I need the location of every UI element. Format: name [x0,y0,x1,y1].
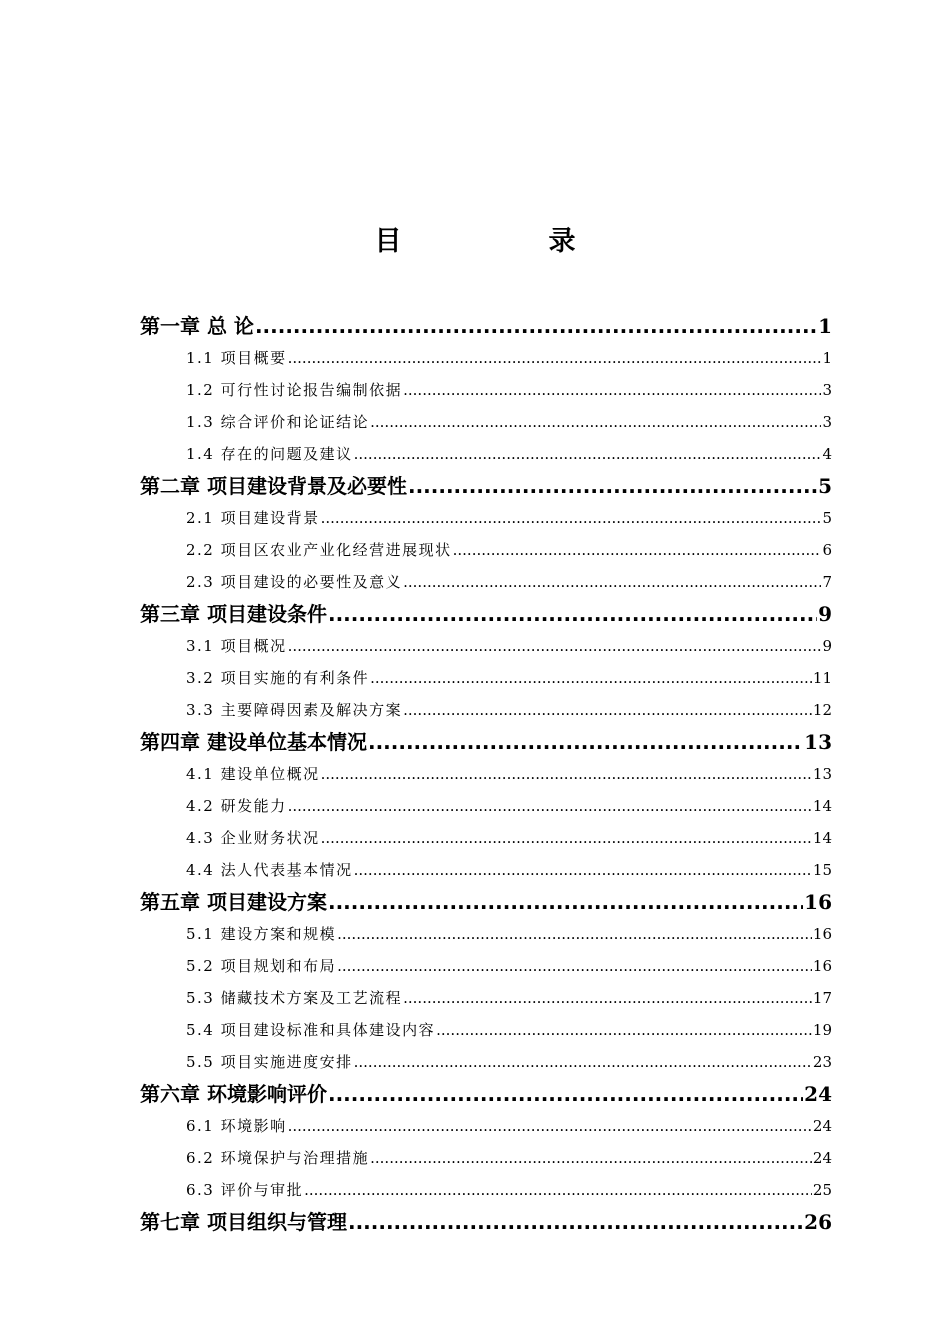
toc-page-number: 24 [804,1082,832,1106]
toc-page-number: 1 [822,349,832,367]
toc-chapter-entry[interactable] [140,882,832,914]
toc-page-number: 9 [822,637,832,655]
toc-entry-label: 1.3 综合评价和论证结论 [186,413,370,431]
toc-entry-label: 2.3 项目建设的必要性及意义 [186,573,403,591]
toc-page-number: 13 [812,765,832,783]
toc-section-entry[interactable] [140,1106,832,1138]
toc-section-entry[interactable] [140,946,832,978]
toc-section-entry[interactable] [140,786,832,818]
toc-entry-label: 4.2 研发能力 [186,797,287,815]
toc-section-entry[interactable] [140,530,832,562]
toc-entry-label: 第六章 环境影响评价 [140,1082,327,1106]
toc-section-entry[interactable] [140,1170,832,1202]
toc-entry-label: 2.1 项目建设背景 [186,509,320,527]
toc-page-number: 4 [822,445,832,463]
toc-entry-label: 5.1 建设方案和规模 [186,925,337,943]
toc-dot-leader [328,890,803,914]
toc-section-entry[interactable] [140,690,832,722]
toc-dot-leader [403,378,821,402]
toc-chapter-entry[interactable] [140,1074,832,1106]
toc-dot-leader [370,666,812,690]
toc-section-entry[interactable] [140,754,832,786]
toc-dot-leader [348,1210,803,1234]
toc-chapter-entry[interactable] [140,466,832,498]
toc-dot-leader [403,698,812,722]
toc-page-number: 25 [812,1181,832,1199]
toc-dot-leader [436,1018,812,1042]
toc-page-number: 24 [812,1149,832,1167]
toc-section-entry[interactable] [140,1010,832,1042]
toc-section-entry[interactable] [140,914,832,946]
toc-section-entry[interactable] [140,1042,832,1074]
toc-entry-label: 5.5 项目实施进度安排 [186,1053,353,1071]
toc-section-entry[interactable] [140,818,832,850]
toc-dot-leader [321,762,812,786]
toc-page-number: 1 [818,314,832,338]
toc-page-number: 7 [822,573,832,591]
toc-page-number: 16 [812,925,832,943]
toc-dot-leader [304,1178,812,1202]
toc-dot-leader [288,346,822,370]
toc-section-entry[interactable] [140,1138,832,1170]
toc-page-number: 24 [812,1117,832,1135]
toc-dot-leader [321,506,822,530]
toc-entry-label: 3.1 项目概况 [186,637,287,655]
toc-page-number: 16 [804,890,832,914]
toc-dot-leader [337,922,812,946]
toc-dot-leader [288,1114,812,1138]
toc-dot-leader [354,442,822,466]
toc-dot-leader [328,1082,803,1106]
toc-entry-label: 第七章 项目组织与管理 [140,1210,347,1234]
toc-entry-label: 6.3 评价与审批 [186,1181,304,1199]
toc-section-entry[interactable] [140,658,832,690]
toc-entry-label: 第四章 建设单位基本情况 [140,730,367,754]
table-of-contents [140,302,832,1234]
toc-page-number: 13 [804,730,832,754]
toc-dot-leader [328,602,817,626]
toc-page-number: 14 [812,797,832,815]
toc-dot-leader [368,730,803,754]
toc-page-number: 15 [812,861,832,879]
toc-dot-leader [403,570,821,594]
toc-entry-label: 5.2 项目规划和布局 [186,957,337,975]
toc-dot-leader [370,410,821,434]
toc-entry-label: 6.1 环境影响 [186,1117,287,1135]
toc-section-entry[interactable] [140,370,832,402]
toc-page-number: 11 [812,669,832,687]
toc-section-entry[interactable] [140,978,832,1010]
toc-dot-leader [288,794,812,818]
toc-page-number: 26 [804,1210,832,1234]
toc-entry-label: 3.3 主要障碍因素及解决方案 [186,701,403,719]
toc-page-number: 19 [812,1021,832,1039]
toc-page-number: 16 [812,957,832,975]
toc-page-number: 12 [812,701,832,719]
toc-entry-label: 4.3 企业财务状况 [186,829,320,847]
toc-section-entry[interactable] [140,626,832,658]
toc-page-number: 3 [822,413,832,431]
toc-dot-leader [321,826,812,850]
toc-page-number: 9 [818,602,832,626]
toc-dot-leader [337,954,812,978]
toc-page-number: 6 [822,541,832,559]
toc-dot-leader [288,634,822,658]
toc-section-entry[interactable] [140,562,832,594]
toc-dot-leader [408,474,817,498]
toc-dot-leader [255,314,817,338]
page-title: 目 录 [374,226,636,257]
toc-dot-leader [354,1050,812,1074]
toc-entry-label: 3.2 项目实施的有利条件 [186,669,370,687]
toc-page-number: 5 [822,509,832,527]
toc-entry-label: 1.1 项目概要 [186,349,287,367]
toc-page-number: 14 [812,829,832,847]
toc-entry-label: 5.3 储藏技术方案及工艺流程 [186,989,403,1007]
toc-page-number: 23 [812,1053,832,1071]
toc-page-number: 5 [818,474,832,498]
toc-entry-label: 第三章 项目建设条件 [140,602,327,626]
toc-chapter-entry[interactable] [140,302,832,338]
toc-dot-leader [403,986,812,1010]
toc-entry-label: 4.4 法人代表基本情况 [186,861,353,879]
toc-chapter-entry[interactable] [140,722,832,754]
toc-entry-label: 4.1 建设单位概况 [186,765,320,783]
toc-chapter-entry[interactable] [140,1202,832,1234]
toc-chapter-entry[interactable] [140,594,832,626]
toc-section-entry[interactable] [140,402,832,434]
toc-section-entry[interactable] [140,850,832,882]
toc-page-number: 3 [822,381,832,399]
toc-entry-label: 1.2 可行性讨论报告编制依据 [186,381,403,399]
toc-entry-label: 第五章 项目建设方案 [140,890,327,914]
toc-entry-label: 5.4 项目建设标准和具体建设内容 [186,1021,436,1039]
toc-entry-label: 2.2 项目区农业产业化经营进展现状 [186,541,452,559]
toc-entry-label: 第一章 总 论 [140,314,254,338]
toc-entry-label: 6.2 环境保护与治理措施 [186,1149,370,1167]
toc-dot-leader [453,538,822,562]
toc-section-entry[interactable] [140,434,832,466]
toc-entry-label: 第二章 项目建设背景及必要性 [140,474,407,498]
toc-dot-leader [370,1146,812,1170]
toc-section-entry[interactable] [140,498,832,530]
toc-page-number: 17 [812,989,832,1007]
toc-section-entry[interactable] [140,338,832,370]
toc-entry-label: 1.4 存在的问题及建议 [186,445,353,463]
toc-dot-leader [354,858,812,882]
